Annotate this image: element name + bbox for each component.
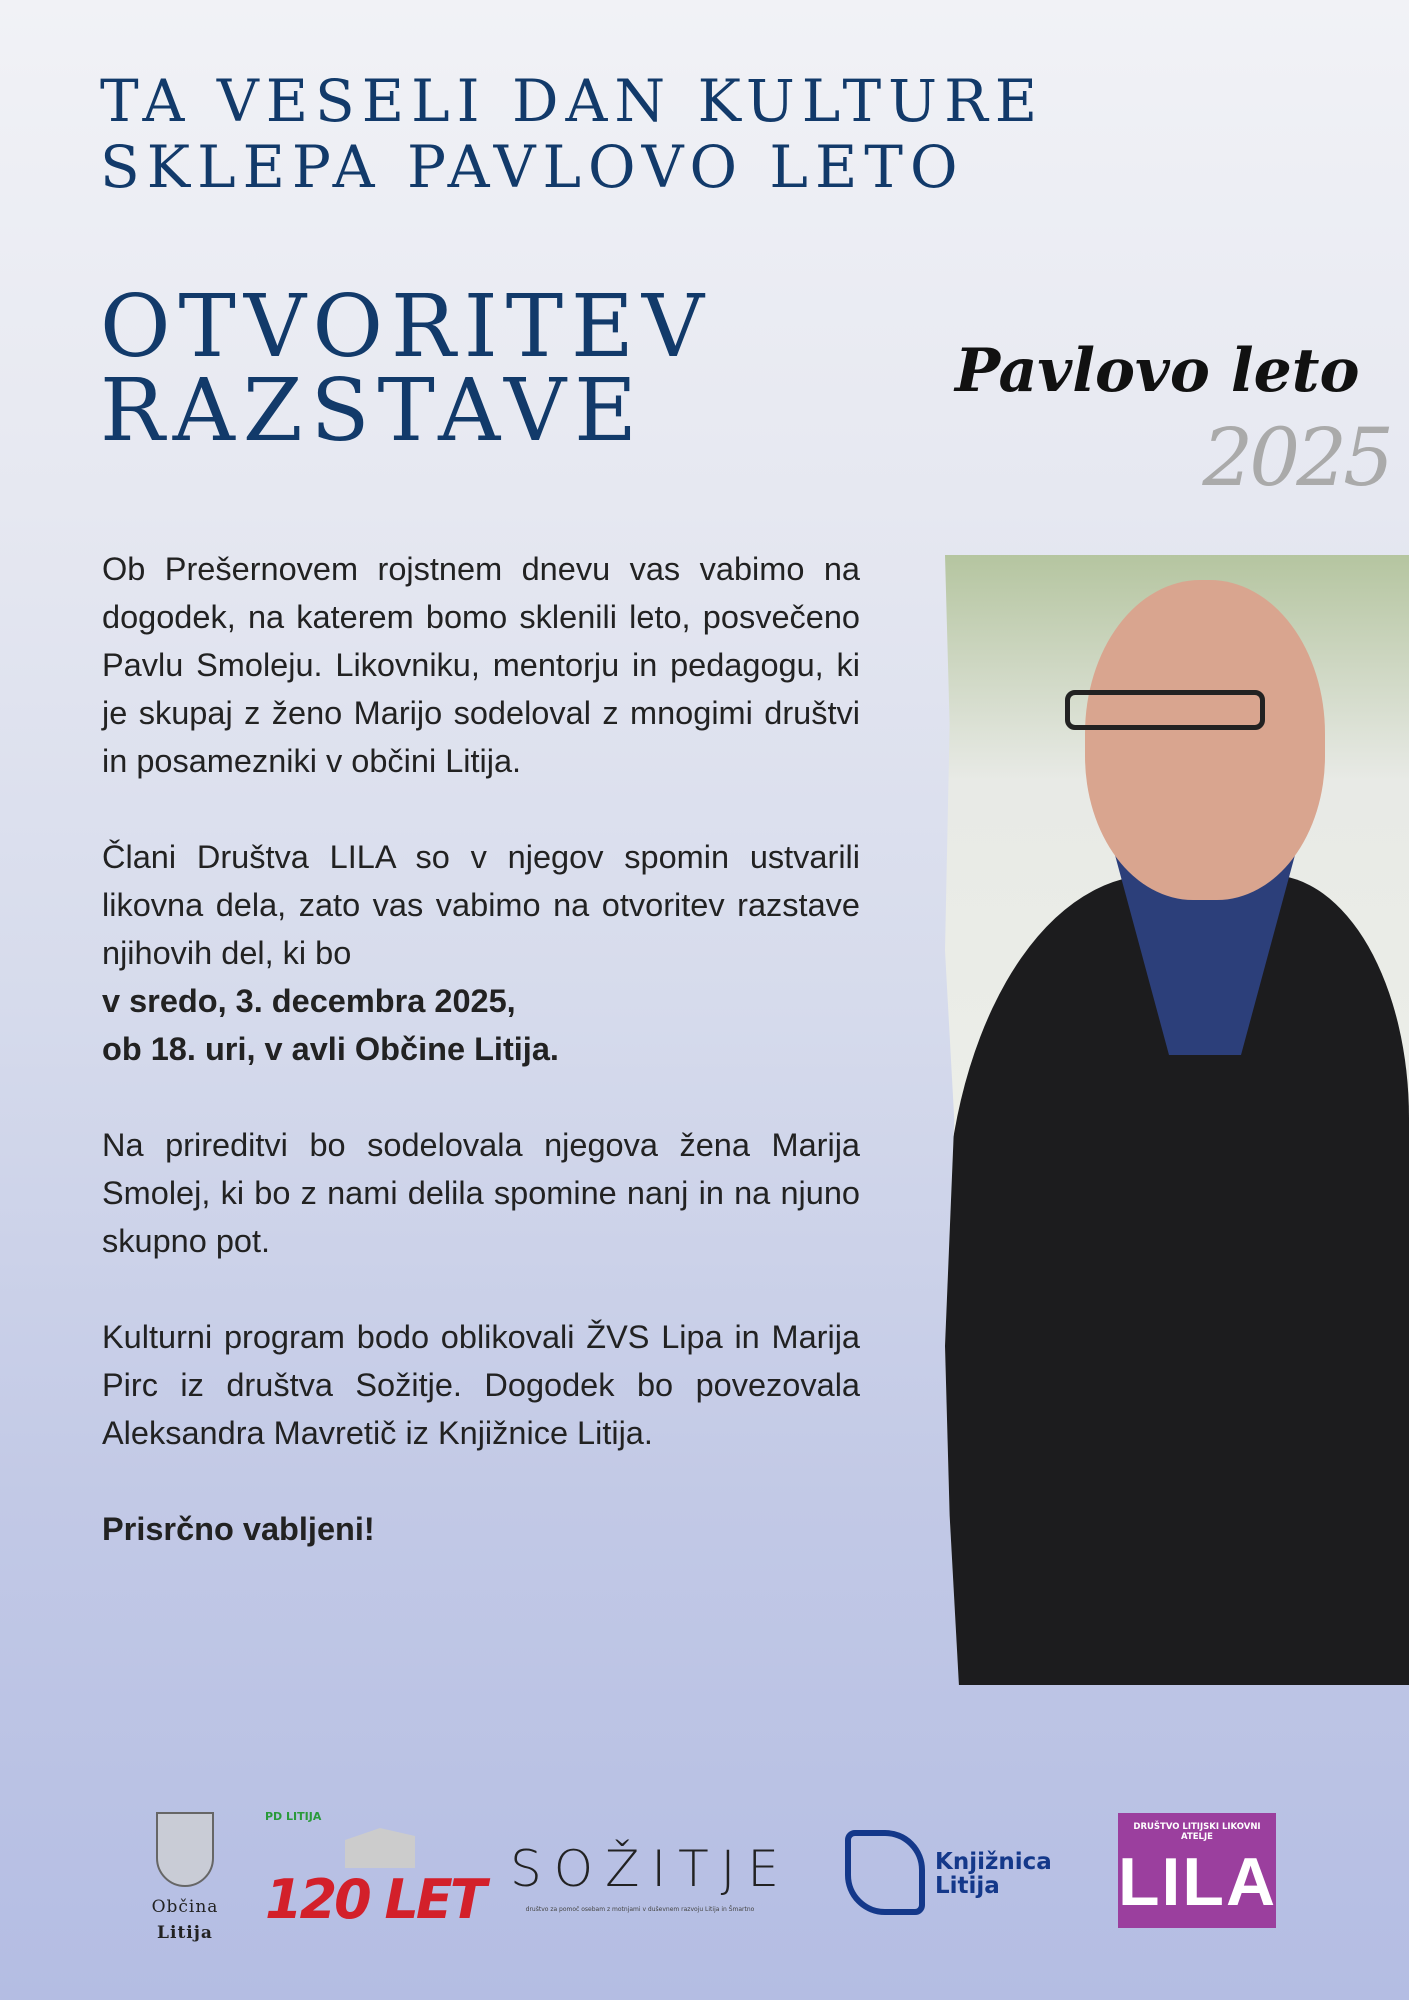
sozitje-sub: društvo za pomoč osebam z motnjami v duševnem razvoju Litija in Šmartno [525, 1906, 755, 1913]
event-time-place: ob 18. uri, v avli Občine Litija. [102, 1031, 559, 1067]
main-title [100, 277, 712, 461]
paragraph-4: Kulturni program bodo oblikovali ŽVS Lipa in Marija Pirc iz društva Sožitje. Dogodek bo povezovala Aleksandra Mavretič iz Knjižnice Litija. [102, 1319, 860, 1451]
title-line-1: OTVORITEV [100, 277, 712, 377]
book-icon [845, 1830, 925, 1915]
pd-years: 120 LET [265, 1868, 484, 1931]
knjiznica-text: Knjižnica [935, 1849, 1052, 1875]
logo-script: Pavlovo leto [955, 336, 1360, 406]
header-title [100, 68, 1044, 200]
lila-top: DRUŠTVO LITIJSKI LIKOVNI ATELJE [1133, 1822, 1261, 1842]
header-line-1: TA VESELI DAN KULTURE [100, 67, 1045, 135]
paragraph-3: Na prireditvi bo sodelovala njegova žena Marija Smolej, ki bo z nami delila spomine nanj in na njuno skupno pot. [102, 1127, 860, 1259]
obcina-litija-logo [125, 1812, 245, 1943]
portrait-photo [945, 555, 1409, 1685]
pd-sub: PD LITIJA [265, 1810, 322, 1823]
header-line-2: SKLEPA PAVLOVO LETO [100, 133, 965, 201]
mountain-icon [345, 1828, 415, 1868]
lila-name: LILA [1118, 1844, 1278, 1920]
litija-text: Litija [935, 1873, 1000, 1899]
event-date: v sredo, 3. decembra 2025, [102, 983, 516, 1019]
pavlovo-leto-logo [950, 335, 1400, 515]
paragraph-2-text: Člani Društva LILA so v njegov spomin ustvarili likovna dela, zato vas vabimo na otvoritev razstave njihovih del, ki bo [102, 839, 860, 971]
invitation-text [102, 545, 860, 1601]
sponsor-logos [0, 1800, 1409, 1950]
sozitje-name: SOŽITJE [510, 1840, 791, 1898]
sozitje-logo [510, 1840, 791, 1913]
litija-text: Litija [157, 1923, 213, 1943]
coat-of-arms-icon [156, 1812, 214, 1887]
pd-litija-logo [265, 1810, 484, 1935]
title-line-2: RAZSTAVE [100, 361, 645, 461]
closing: Prisrčno vabljeni! [102, 1511, 375, 1547]
knjiznica-litija-logo [845, 1820, 1095, 1920]
lila-logo [1118, 1813, 1276, 1928]
paragraph-1: Ob Prešernovem rojstnem dnevu vas vabimo na dogodek, na katerem bomo sklenili leto, posvečeno Pavlu Smoleju. Likovniku, mentorju in pedagogu, ki je skupaj z ženo Marijo sodeloval z mnogimi društvi in posamezniki v občini Litija. [102, 551, 860, 779]
logo-year: 2025 [1202, 411, 1390, 504]
obcina-text: Občina [151, 1897, 219, 1917]
paragraph-2 [102, 833, 860, 1073]
